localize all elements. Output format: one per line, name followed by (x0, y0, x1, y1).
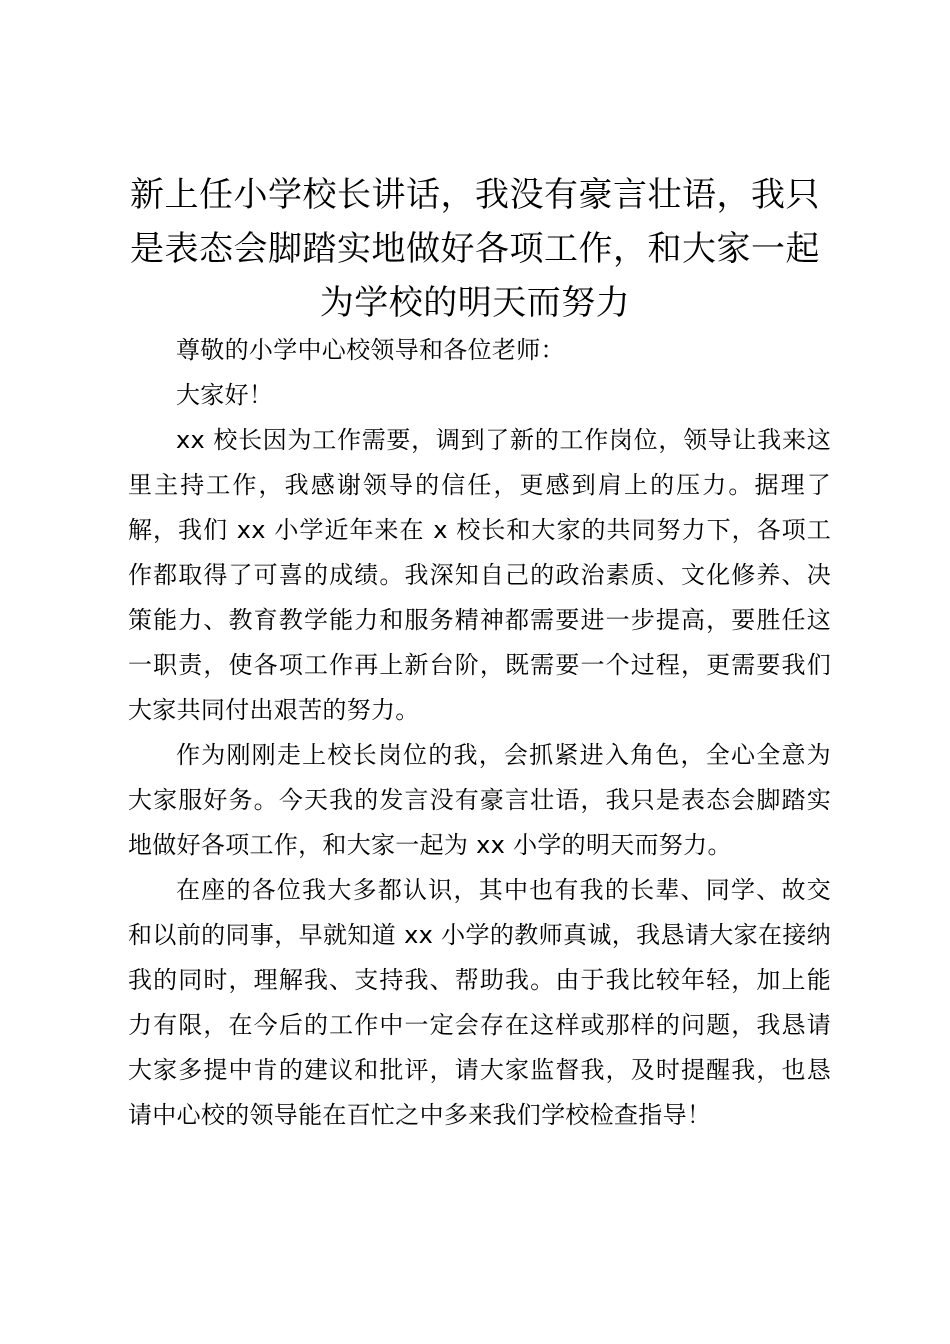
document-title: 新上任小学校长讲话，我没有豪言壮语，我只是表态会脚踏实地做好各项工作，和大家一起为学校的明天而努力 (130, 175, 820, 323)
paragraph-3: 在座的各位我大多都认识，其中也有我的长辈、同学、故交和以前的同事，早就知道 xx 小学的教师真诚，我恳请大家在接纳我的同时，理解我、支持我、帮助我。由于我比较年轻，加上能力有限，在今后的工作中一定会存在这样或那样的问题，我恳请大家多提中肯的建议和批评，请大家监督我，及时提醒我，也恳请中心校的领导能在百忙之中多来我们学校检查指导！ (128, 876, 831, 1129)
paragraph-1: xx 校长因为工作需要，调到了新的工作岗位，领导让我来这里主持工作，我感谢领导的信任，更感到肩上的压力。据理了解，我们 xx 小学近年来在 x 校长和大家的共同努力下，各项工作都取得了可喜的成绩。我深知自己的政治素质、文化修养、决策能力、教育教学能力和服务精神都需要进一步提高，要胜任这一职责，使各项工作再上新台阶，既需要一个过程，更需要我们大家共同付出艰苦的努力。 (128, 426, 831, 724)
paragraph-2: 作为刚刚走上校长岗位的我，会抓紧进入角色，全心全意为大家服好务。今天我的发言没有豪言壮语，我只是表态会脚踏实地做好各项工作，和大家一起为 xx 小学的明天而努力。 (128, 741, 831, 859)
document-body (128, 328, 831, 1138)
salutation: 尊敬的小学中心校领导和各位老师： (176, 336, 565, 364)
greeting: 大家好！ (176, 381, 274, 409)
